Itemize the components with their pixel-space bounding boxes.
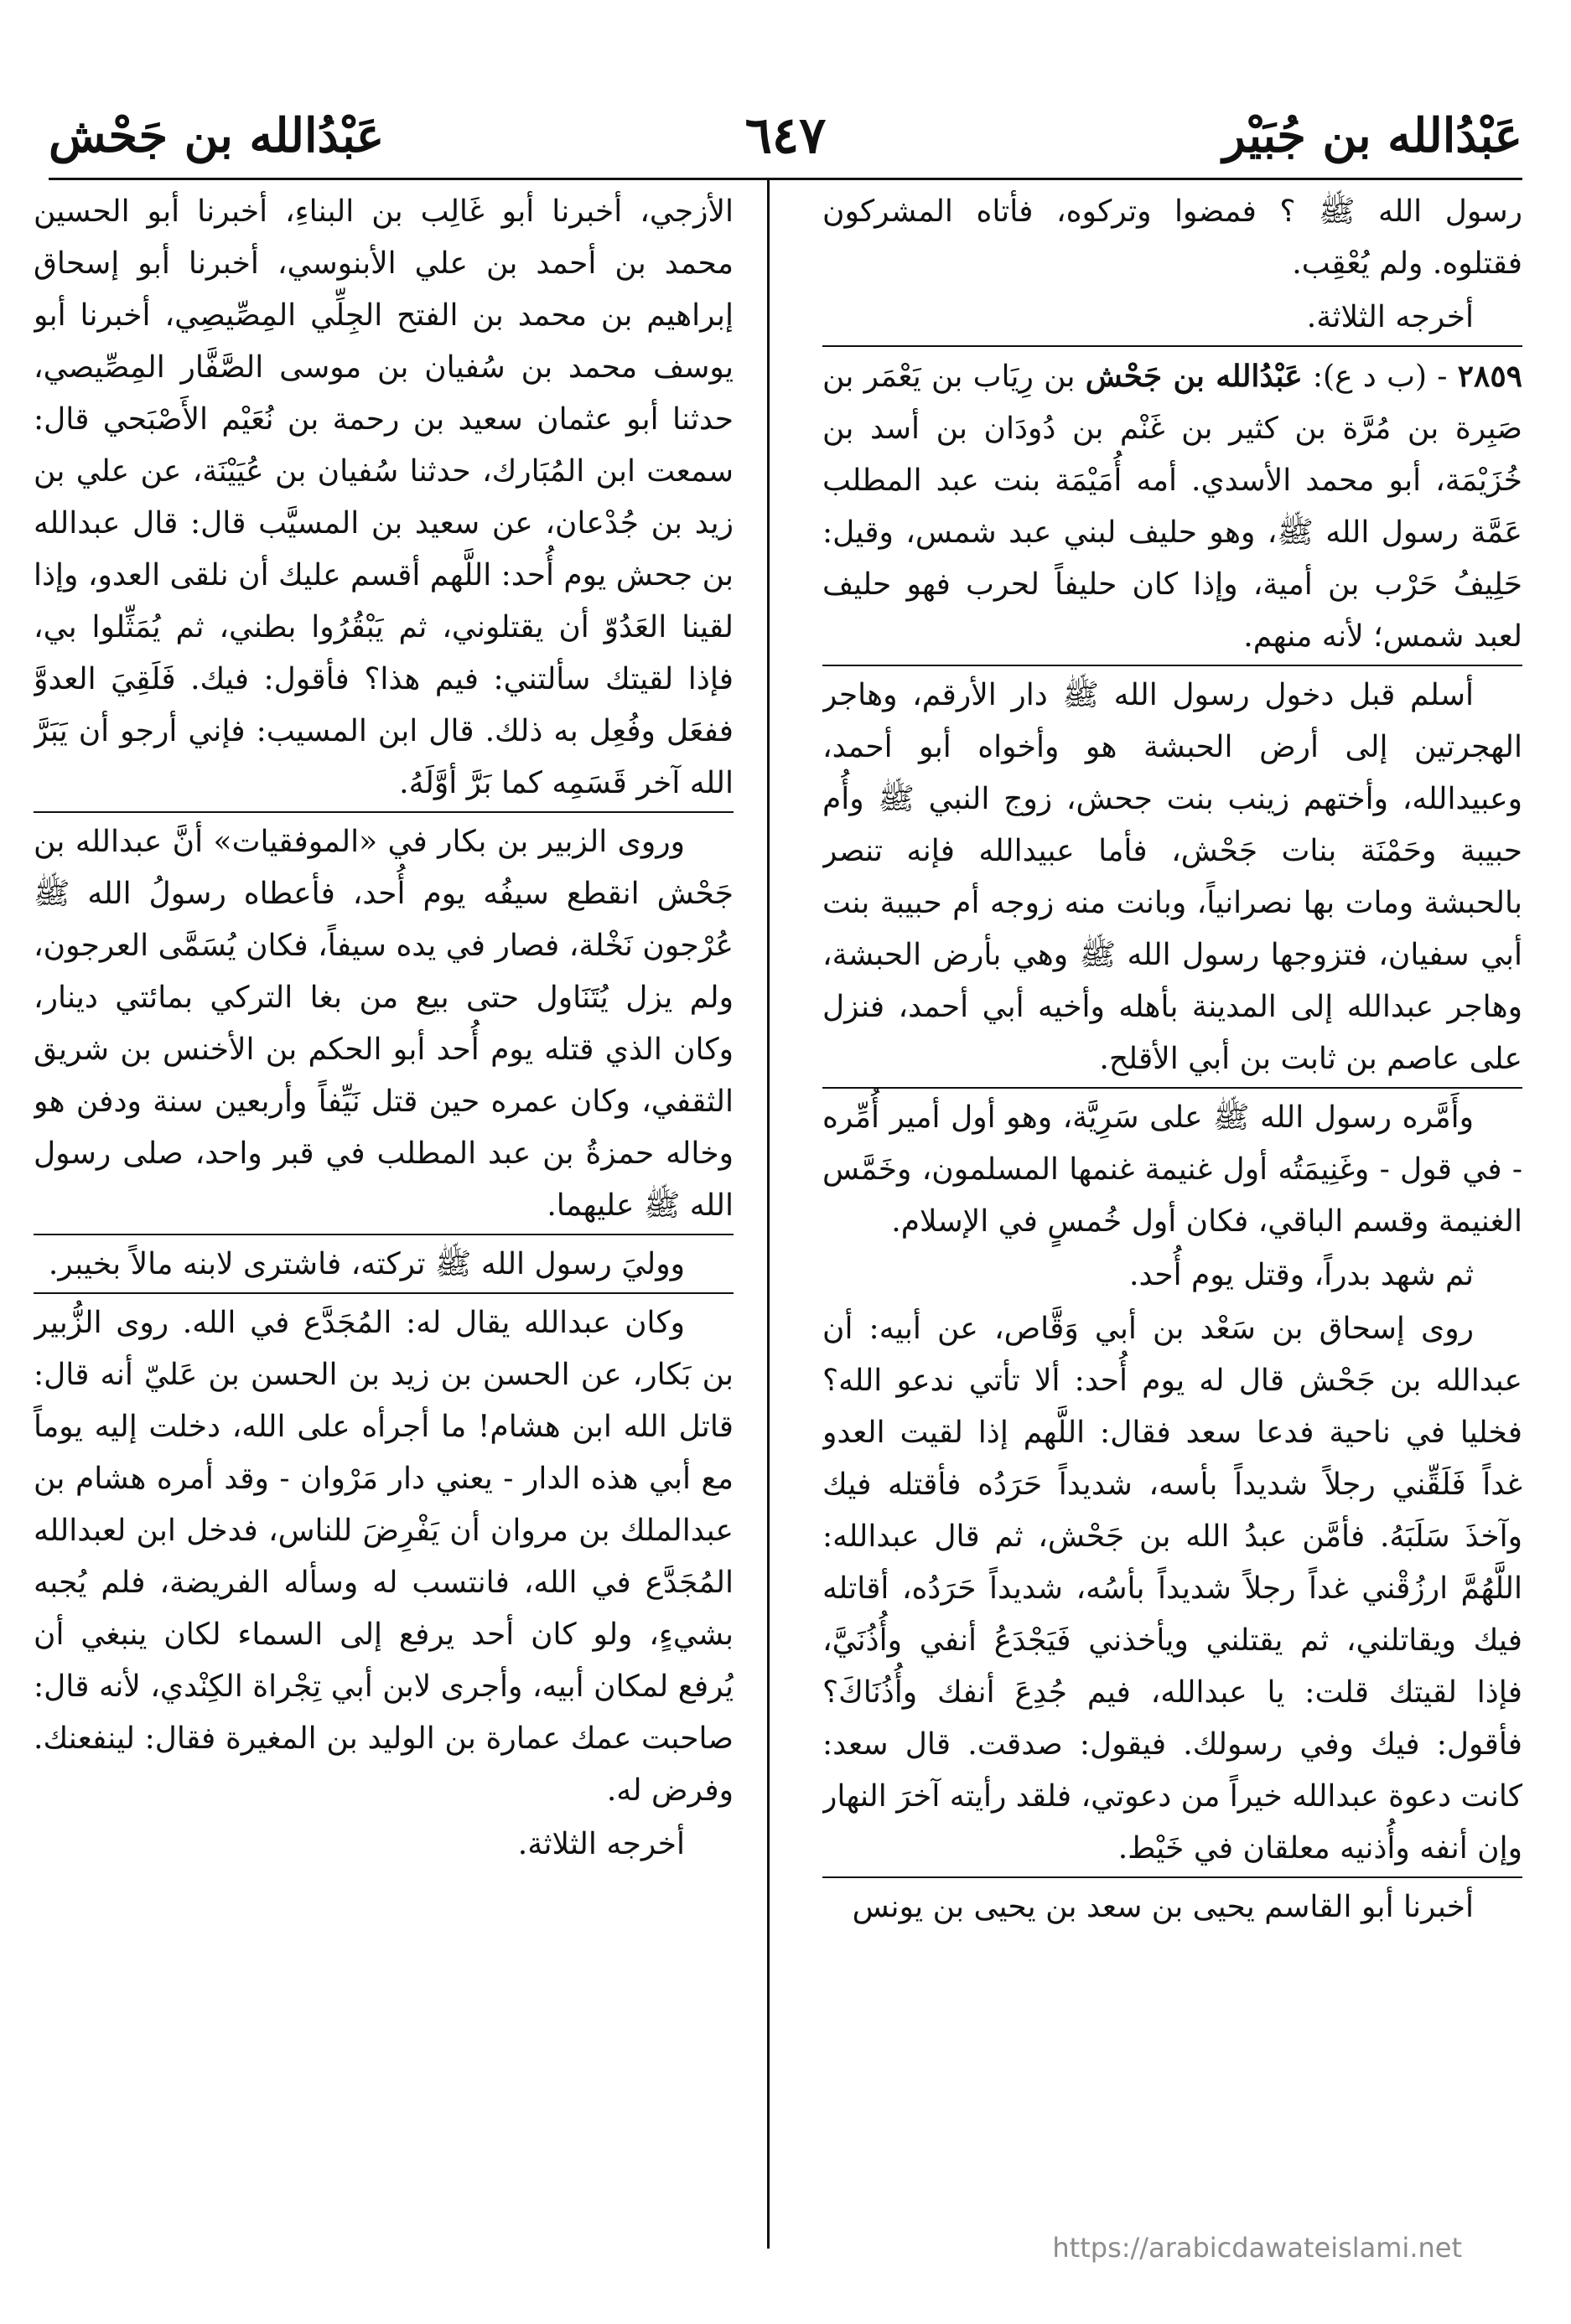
paragraph-separator-rule bbox=[822, 1087, 1522, 1089]
paragraph-separator-rule bbox=[822, 665, 1522, 666]
paragraph-separator-rule bbox=[34, 811, 734, 813]
paragraph: روى إسحاق بن سَعْد بن أبي وَقَّاص، عن أبيه: أن عبدالله بن جَحْش قال له يوم أُحد: ألا تأتي ندعو الله؟ فخليا في ناحية فدعا سعد فقال: اللَّهم إذا لقيت العدو غداً فَلَقِّني رجلاً شديداً بأسه، شديداً حَرَدُه فأقتله فيك وآخذَ سَلَبَهُ. فأمَّن عبدُ الله بن جَحْش، ثم قال عبدالله: اللَّهُمَّ ارزُقْني غداً رجلاً شديداً بأسُه، شديداً حَرَدُه، أقاتله فيك ويقاتلني، ثم يقتلني ويأخذني فَيَجْدَعُ أنفي وأُذُنَيَّ، فإذا لقيتك قلت: يا عبدالله، فيم جُدِعَ أنفك وأُذُنَاكَ؟ فأقول: فيك وفي رسولك. فيقول: صدقت. قال سعد: كانت دعوة عبدالله خيراً من دعوتي، فلقد رأيته آخرَ النهار وإن أنفه وأُذنيه معلقان في خَيْط. bbox=[822, 1312, 1522, 1866]
left-column bbox=[34, 186, 734, 2223]
paragraph: الأزجي، أخبرنا أبو غَالِب بن البناءِ، أخبرنا أبو الحسين محمد بن أحمد بن علي الأبنوسي، أخبرنا أبو إسحاق إبراهيم بن محمد بن الفتح الجِلِّي المِصِّيصِي، أخبرنا أبو يوسف محمد بن سُفيان بن موسى الصَّفَّار المِصِّيصي، حدثنا أبو عثمان سعيد بن رحمة بن نُعَيْم الأَصْبَحي قال: سمعت ابن المُبَارك، حدثنا سُفيان بن عُيَيْنَة، عن علي بن زيد بن جُدْعان، عن سعيد بن المسيَّب قال: قال عبدالله بن جحش يوم أُحد: اللَّهم أقسم عليك أن نلقى العدو، وإذا لقينا العَدُوّ أن يقتلوني، ثم يَبْقُرُوا بطني، ثم يُمَثِّلوا بي، فإذا لقيتك سألتني: فيم هذا؟ فأقول: فيك. فَلَقِيَ العدوَّ ففعَل وفُعِل به ذلك. قال ابن المسيب: فإني أرجو أن يَبَرَّ الله آخر قَسَمِه كما بَرَّ أوَّلَهُ. bbox=[34, 194, 734, 800]
paragraph: وكان عبدالله يقال له: المُجَدَّع في الله. روى الزُّبير بن بَكار، عن الحسن بن زيد بن الحسن بن عَليّ أنه قال: قاتل الله ابن هشام! ما أجرأه على الله، دخلت إليه يوماً مع أبي هذه الدار - يعني دار مَرْوان - وقد أمره هشام بن عبدالملك بن مروان أن يَفْرِضَ للناس، فدخل ابن لعبدالله المُجَدَّع في الله، فانتسب له وسأله الفريضة، فلم يُجبه بشيءٍ، ولو كان أحد يرفع إلى السماء لكان ينبغي أن يُرفع لمكان أبيه، وأجرى لابن أبي تِجْراة الكِنْدي، لأنه قال: صاحبت عمك عمارة بن الوليد بن المغيرة فقال: لينفعنك. وفرض له. bbox=[34, 1306, 734, 1808]
entry-separator-rule bbox=[822, 345, 1522, 347]
paragraph: أسلم قبل دخول رسول الله ﷺ دار الأرقم، وهاجر الهجرتين إلى أرض الحبشة هو وأخواه أبو أحمد، وعبيدالله، وأختهم زينب بنت جحش، زوج النبي ﷺ وأُم حبيبة وحَمْنَة بنات جَحْش، فأما عبيدالله فإنه تنصر بالحبشة ومات بها نصرانياً، وبانت منه زوجه أم حبيبة بنت أبي سفيان، فتزوجها رسول الله ﷺ وهي بأرض الحبشة، وهاجر عبدالله إلى المدينة بأهله وأخيه أبي أحمد، فنزل على عاصم بن ثابت بن أبي الأقلح. bbox=[822, 678, 1522, 1076]
right-column bbox=[822, 186, 1522, 2223]
running-header bbox=[49, 101, 1522, 171]
paragraph: ثم شهد بدراً، وقتل يوم أُحد. bbox=[1129, 1258, 1474, 1292]
entry-heading-paragraph bbox=[822, 350, 1522, 663]
paragraph: وأَمَّره رسول الله ﷺ على سَرِيَّة، وهو أول أمير أُمِّره - في قول - وغَنِيمَتُه أول غنيمة غنمها المسلمون، وخَمَّس الغنيمة وقسم الباقي، فكان أول خُمسٍ في الإسلام. bbox=[822, 1100, 1522, 1239]
paragraph: أخبرنا أبو القاسم يحيى بن سعد بن يحيى بن يونس bbox=[852, 1890, 1474, 1924]
entry-number: ٢٨٥٩ bbox=[1457, 359, 1522, 394]
paragraph: وروى الزبير بن بكار في «الموفقيات» أنَّ عبدالله بن جَحْش انقطع سيفُه يوم أُحد، فأعطاه رسولُ الله ﷺ عُرْجون نَخْلة، فصار في يده سيفاً، فكان يُسَمَّى العرجون، ولم يزل يُتَنَاول حتى بيع من بغا التركي بمائتي دينار، وكان الذي قتله يوم أُحد أبو الحكم بن الأخنس بن شريق الثقفي، وكان عمره حين قتل نَيِّفاً وأربعين سنة ودفن هو وخاله حمزةُ بن عبد المطلب في قبر واحد، صلى رسول الله ﷺ عليهما. bbox=[34, 825, 734, 1223]
paragraph-separator-rule bbox=[34, 1292, 734, 1294]
watermark-url: https://arabicdawateislami.net bbox=[1052, 2232, 1462, 2264]
paragraph: أخرجه الثلاثة. bbox=[517, 1827, 685, 1861]
entry-text: بن رِيَاب بن يَعْمَر بن صَبِرة بن مُرَّة بن كثير بن غَنْم بن دُودَان بن أسد بن خُزَيْمَة، أبو محمد الأسدي. أمه أُمَيْمَة بنت عبد المطلب عَمَّة رسول الله ﷺ، وهو حليف لبني عبد شمس، وقيل: حَلِيفُ حَرْب بن أمية، وإذا كان حليفاً لحرب فهو حليف لعبد شمس؛ لأنه منهم. bbox=[822, 360, 1522, 654]
header-left-title: عَبْدُالله بن جَحْش bbox=[49, 108, 385, 163]
page-number: ٦٤٧ bbox=[744, 106, 827, 165]
paragraph-separator-rule bbox=[822, 1876, 1522, 1878]
column-divider bbox=[767, 179, 770, 2249]
entry-code: - (ب د ع): bbox=[1302, 360, 1458, 394]
paragraph: ووليَ رسول الله ﷺ تركته، فاشترى لابنه مالاً بخيبر. bbox=[48, 1247, 685, 1281]
header-rule bbox=[49, 178, 1522, 180]
paragraph-separator-rule bbox=[34, 1234, 734, 1235]
paragraph: رسول الله ﷺ ؟ فمضوا وتركوه، فأتاه المشركون فقتلوه. ولم يُعْقِب. bbox=[822, 194, 1522, 281]
entry-name: عَبْدُالله بن جَحْش bbox=[1085, 359, 1303, 394]
paragraph: أخرجه الثلاثة. bbox=[1306, 300, 1474, 334]
header-right-title: عَبْدُالله بن جُبَيْر bbox=[1222, 108, 1522, 163]
